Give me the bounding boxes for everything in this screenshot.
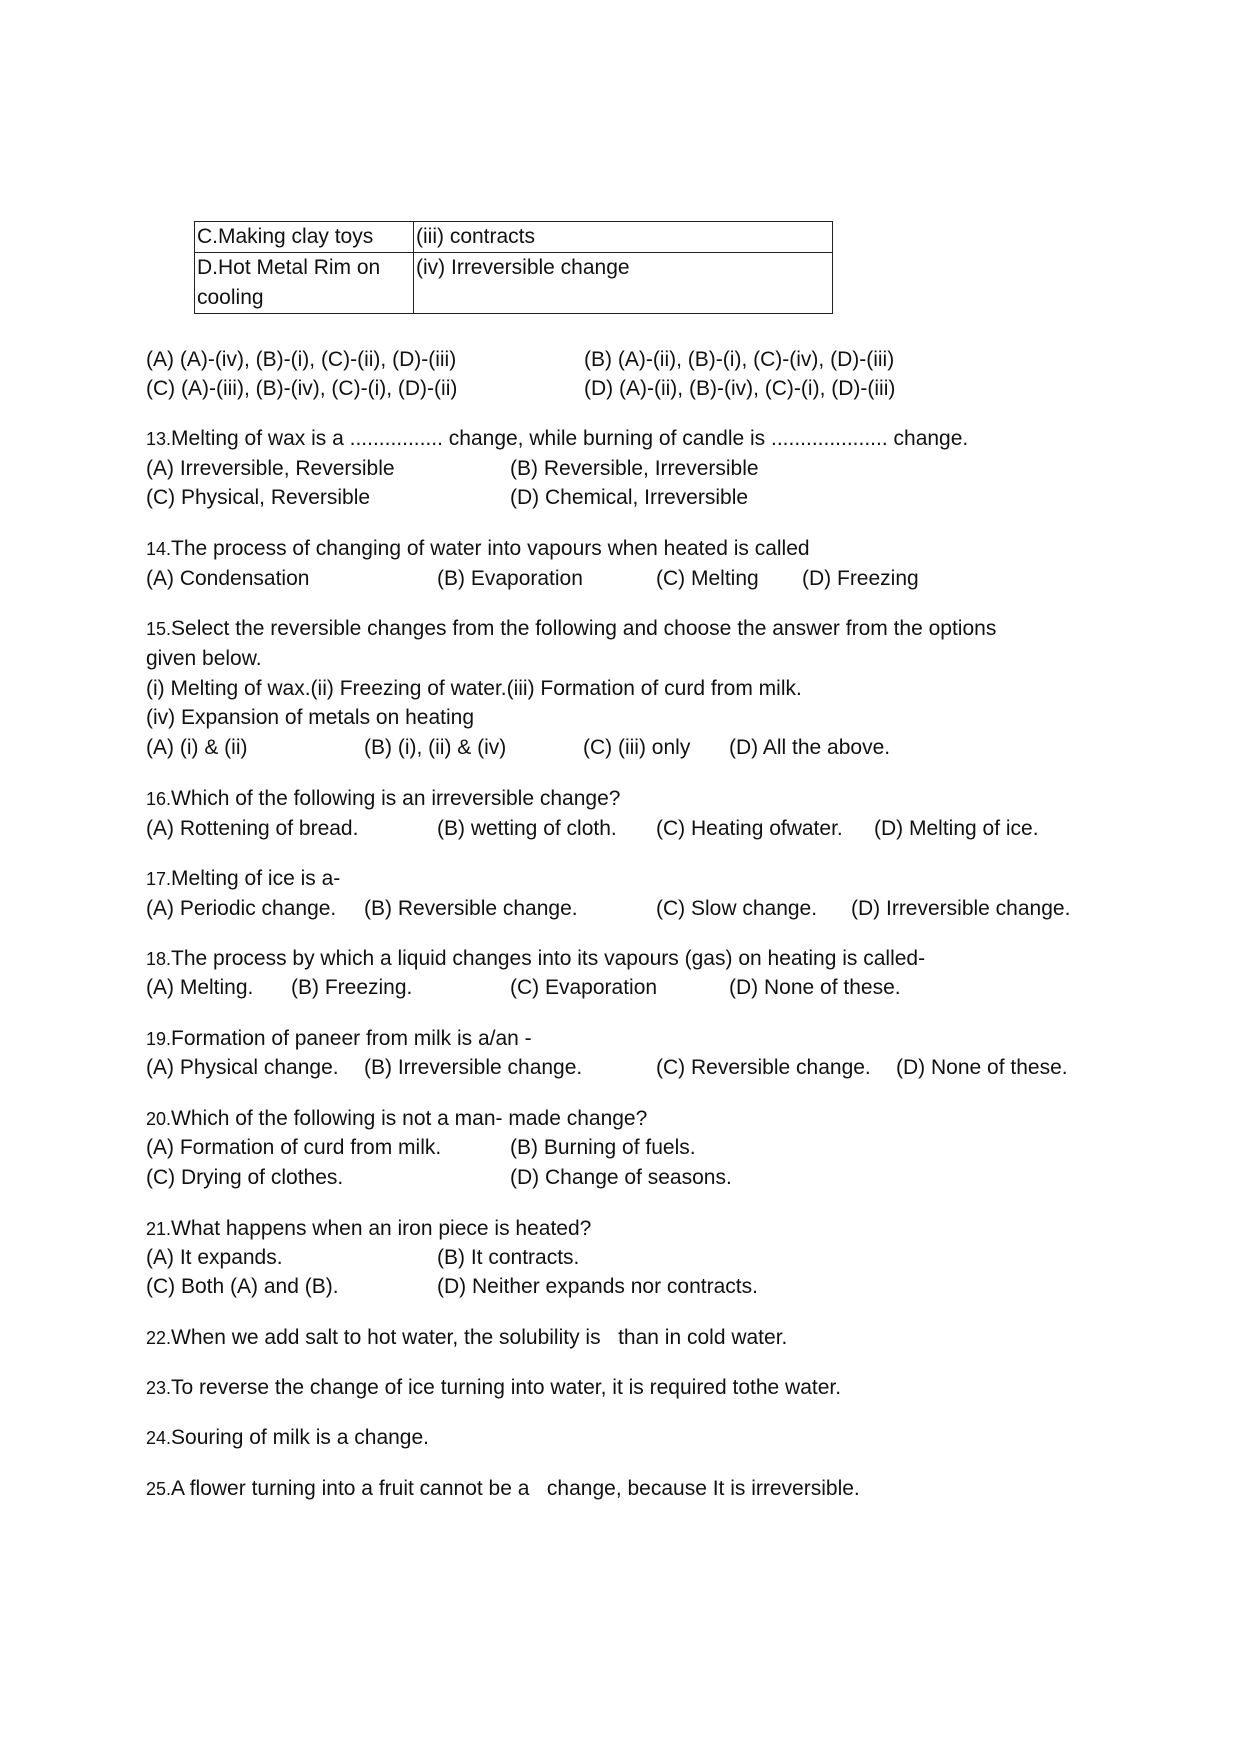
q15-option-d: (D) All the above. — [729, 736, 891, 759]
q18-option-c: (C) Evaporation — [510, 976, 658, 999]
q14-text: The process of changing of water into vapours when heated is called — [171, 537, 810, 560]
q15-number: 15. — [146, 619, 172, 639]
q21-option-d: (D) Neither expands nor contracts. — [437, 1275, 758, 1298]
q19-text: Formation of paneer from milk is a/an - — [171, 1027, 532, 1050]
q20-text: Which of the following is not a man- made change? — [171, 1107, 648, 1130]
q22-number: 22. — [146, 1328, 172, 1348]
q15-option-b: (B) (i), (ii) & (iv) — [364, 736, 507, 759]
q14-option-a: (A) Condensation — [146, 567, 310, 590]
q17-number: 17. — [146, 869, 172, 889]
q21-option-b: (B) It contracts. — [437, 1246, 580, 1269]
match-row-d — [195, 253, 833, 314]
q18-text: The process by which a liquid changes into its vapours (gas) on heating is called- — [171, 947, 926, 970]
q24-question — [146, 1423, 429, 1453]
q25-number: 25. — [146, 1479, 172, 1499]
q15-list-2: (iv) Expansion of metals on heating — [146, 706, 475, 729]
q15-list-1: (i) Melting of wax.(ii) Freezing of water.(iii) Formation of curd from milk. — [146, 677, 802, 700]
q15-question — [146, 614, 996, 644]
q12-option-d: (D) (A)-(ii), (B)-(iv), (C)-(i), (D)-(iii) — [584, 377, 896, 400]
q20-option-c: (C) Drying of clothes. — [146, 1166, 344, 1189]
q12-option-c: (C) (A)-(iii), (B)-(iv), (C)-(i), (D)-(ii) — [146, 377, 458, 400]
match-right-iv: (iv) Irreversible change — [414, 253, 833, 314]
q18-question — [146, 944, 925, 974]
q24-number: 24. — [146, 1428, 172, 1448]
match-table — [194, 221, 833, 314]
q16-text: Which of the following is an irreversible change? — [171, 787, 621, 810]
q13-option-d: (D) Chemical, Irreversible — [510, 486, 749, 509]
q23-question — [146, 1373, 841, 1403]
match-left-c: C.Making clay toys — [195, 222, 414, 253]
q14-option-d: (D) Freezing — [802, 567, 919, 590]
q18-option-a: (A) Melting. — [146, 976, 254, 999]
match-row-c — [195, 222, 833, 253]
match-left-d — [195, 253, 414, 314]
match-right-iii: (iii) contracts — [414, 222, 833, 253]
q13-text: Melting of wax is a ................ change, while burning of candle is .................... change. — [171, 427, 969, 450]
q12-option-b: (B) (A)-(ii), (B)-(i), (C)-(iv), (D)-(iii) — [584, 348, 895, 371]
q16-question — [146, 784, 620, 814]
q14-question — [146, 534, 810, 564]
q16-option-a: (A) Rottening of bread. — [146, 817, 359, 840]
q17-option-d: (D) Irreversible change. — [851, 897, 1071, 920]
q23-number: 23. — [146, 1378, 172, 1398]
q19-question — [146, 1024, 532, 1054]
q20-number: 20. — [146, 1109, 172, 1129]
q17-option-c: (C) Slow change. — [656, 897, 818, 920]
q15-text-cont: given below. — [146, 647, 262, 670]
q13-number: 13. — [146, 429, 172, 449]
q17-option-a: (A) Periodic change. — [146, 897, 337, 920]
q14-option-b: (B) Evaporation — [437, 567, 583, 590]
q13-question — [146, 424, 968, 454]
q25-question — [146, 1474, 860, 1504]
q20-option-d: (D) Change of seasons. — [510, 1166, 732, 1189]
q24-text: Souring of milk is a change. — [171, 1426, 429, 1449]
q19-number: 19. — [146, 1029, 172, 1049]
q15-text: Select the reversible changes from the following and choose the answer from the options — [171, 617, 997, 640]
q17-text: Melting of ice is a- — [171, 867, 341, 890]
q21-number: 21. — [146, 1219, 172, 1239]
q16-option-c: (C) Heating ofwater. — [656, 817, 843, 840]
q21-text: What happens when an iron piece is heated? — [171, 1217, 592, 1240]
q22-question — [146, 1323, 787, 1353]
q13-option-c: (C) Physical, Reversible — [146, 486, 371, 509]
q14-number: 14. — [146, 539, 172, 559]
q20-option-b: (B) Burning of fuels. — [510, 1136, 696, 1159]
q23-text: To reverse the change of ice turning into water, it is required tothe water. — [171, 1376, 842, 1399]
q16-option-b: (B) wetting of cloth. — [437, 817, 617, 840]
q15-option-a: (A) (i) & (ii) — [146, 736, 248, 759]
match-left-d-line1: D.Hot Metal Rim on — [197, 256, 381, 279]
match-left-d-line2: cooling — [197, 286, 264, 309]
q18-option-d: (D) None of these. — [729, 976, 901, 999]
q14-option-c: (C) Melting — [656, 567, 759, 590]
q16-option-d: (D) Melting of ice. — [874, 817, 1039, 840]
q19-option-a: (A) Physical change. — [146, 1056, 339, 1079]
q19-option-c: (C) Reversible change. — [656, 1056, 871, 1079]
q13-option-b: (B) Reversible, Irreversible — [510, 457, 759, 480]
q18-option-b: (B) Freezing. — [291, 976, 413, 999]
q19-option-b: (B) Irreversible change. — [364, 1056, 583, 1079]
q20-option-a: (A) Formation of curd from milk. — [146, 1136, 442, 1159]
q17-option-b: (B) Reversible change. — [364, 897, 578, 920]
q18-number: 18. — [146, 949, 172, 969]
q21-option-c: (C) Both (A) and (B). — [146, 1275, 339, 1298]
q12-option-a: (A) (A)-(iv), (B)-(i), (C)-(ii), (D)-(iii) — [146, 348, 457, 371]
q16-number: 16. — [146, 789, 172, 809]
q21-option-a: (A) It expands. — [146, 1246, 283, 1269]
q17-question — [146, 864, 340, 894]
q21-question — [146, 1214, 591, 1244]
q22-text: When we add salt to hot water, the solubility is than in cold water. — [171, 1326, 788, 1349]
q15-option-c: (C) (iii) only — [583, 736, 691, 759]
q19-option-d: (D) None of these. — [896, 1056, 1068, 1079]
q13-option-a: (A) Irreversible, Reversible — [146, 457, 395, 480]
q20-question — [146, 1104, 647, 1134]
q25-text: A flower turning into a fruit cannot be a change, because It is irreversible. — [171, 1477, 860, 1500]
